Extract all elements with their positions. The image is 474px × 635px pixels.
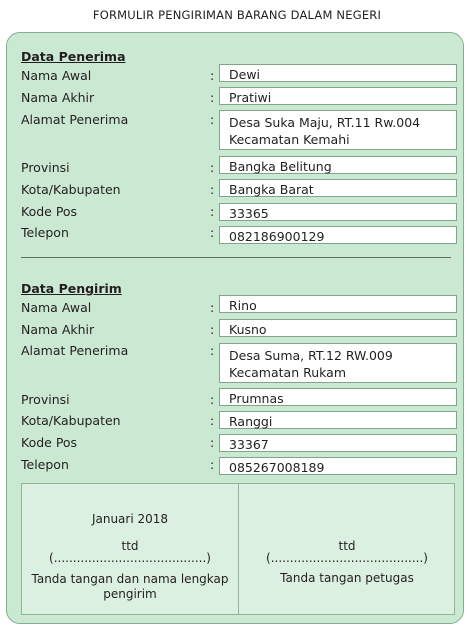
recipient-address-line-1: Desa Suka Maju, RT.11 Rw.004 <box>229 115 421 130</box>
recipient-province-label: Provinsi <box>21 160 70 175</box>
officer-signature-line: (........................................) <box>266 551 428 565</box>
colon: : <box>210 90 215 105</box>
signature-box <box>21 483 455 615</box>
recipient-province-field[interactable]: Bangka Belitung <box>219 156 457 174</box>
sender-address-line-1: Desa Suma, RT.12 RW.009 <box>229 348 393 363</box>
sender-address-line-2: Kecamatan Rukam <box>229 365 346 380</box>
recipient-phone-field[interactable]: 082186900129 <box>219 226 457 244</box>
colon: : <box>210 68 215 83</box>
colon: : <box>210 225 215 240</box>
sender-province-field[interactable]: Prumnas <box>219 388 457 406</box>
recipient-first-name-label: Nama Awal <box>21 68 92 83</box>
sender-city-label: Kota/Kabupaten <box>21 413 121 428</box>
colon: : <box>210 322 215 337</box>
recipient-city-label: Kota/Kabupaten <box>21 182 121 197</box>
colon: : <box>210 160 215 175</box>
signature-date: Januari 2018 <box>91 512 169 526</box>
sender-first-name-label: Nama Awal <box>21 300 92 315</box>
sender-signature-caption-2: pengirim <box>103 587 157 601</box>
sender-postal-code-label: Kode Pos <box>21 435 78 450</box>
colon: : <box>210 300 215 315</box>
recipient-phone-label: Telepon <box>21 225 69 240</box>
colon: : <box>210 392 215 407</box>
sender-last-name-label: Nama Akhir <box>21 322 95 337</box>
sender-section-heading: Data Pengirim <box>21 281 122 296</box>
colon: : <box>210 204 215 219</box>
sender-city-field[interactable]: Ranggi <box>219 411 457 429</box>
colon: : <box>210 413 215 428</box>
officer-signature-caption: Tanda tangan petugas <box>280 571 414 585</box>
sender-signature-line: (........................................) <box>49 551 211 565</box>
sender-phone-field[interactable]: 085267008189 <box>219 457 457 475</box>
colon: : <box>210 182 215 197</box>
recipient-city-field[interactable]: Bangka Barat <box>219 179 457 197</box>
sender-signature-caption: Tanda tangan dan nama lengkap <box>31 572 229 586</box>
recipient-section-heading: Data Penerima <box>21 49 126 64</box>
sender-postal-code-field[interactable]: 33367 <box>219 434 457 452</box>
section-divider <box>21 257 451 258</box>
recipient-postal-code-label: Kode Pos <box>21 204 78 219</box>
recipient-address-label: Alamat Penerima <box>21 112 129 127</box>
recipient-address-line-2: Kecamatan Kemahi <box>229 132 350 147</box>
recipient-last-name-field[interactable]: Pratiwi <box>219 87 457 105</box>
recipient-address-field[interactable] <box>219 110 457 150</box>
recipient-postal-code-field[interactable]: 33365 <box>219 203 457 221</box>
sender-last-name-field[interactable]: Kusno <box>219 319 457 337</box>
recipient-first-name-field[interactable]: Dewi <box>219 64 457 82</box>
recipient-last-name-label: Nama Akhir <box>21 90 95 105</box>
sender-address-label: Alamat Penerima <box>21 343 129 358</box>
colon: : <box>210 343 215 358</box>
sender-province-label: Provinsi <box>21 392 70 407</box>
shipping-form <box>6 32 464 624</box>
sender-address-field[interactable] <box>219 343 457 383</box>
form-title: FORMULIR PENGIRIMAN BARANG DALAM NEGERI <box>92 8 382 22</box>
colon: : <box>210 457 215 472</box>
officer-ttd: ttd <box>338 539 356 553</box>
sender-first-name-field[interactable]: Rino <box>219 295 457 313</box>
sender-ttd: ttd <box>121 539 139 553</box>
colon: : <box>210 112 215 127</box>
sender-phone-label: Telepon <box>21 457 69 472</box>
colon: : <box>210 435 215 450</box>
